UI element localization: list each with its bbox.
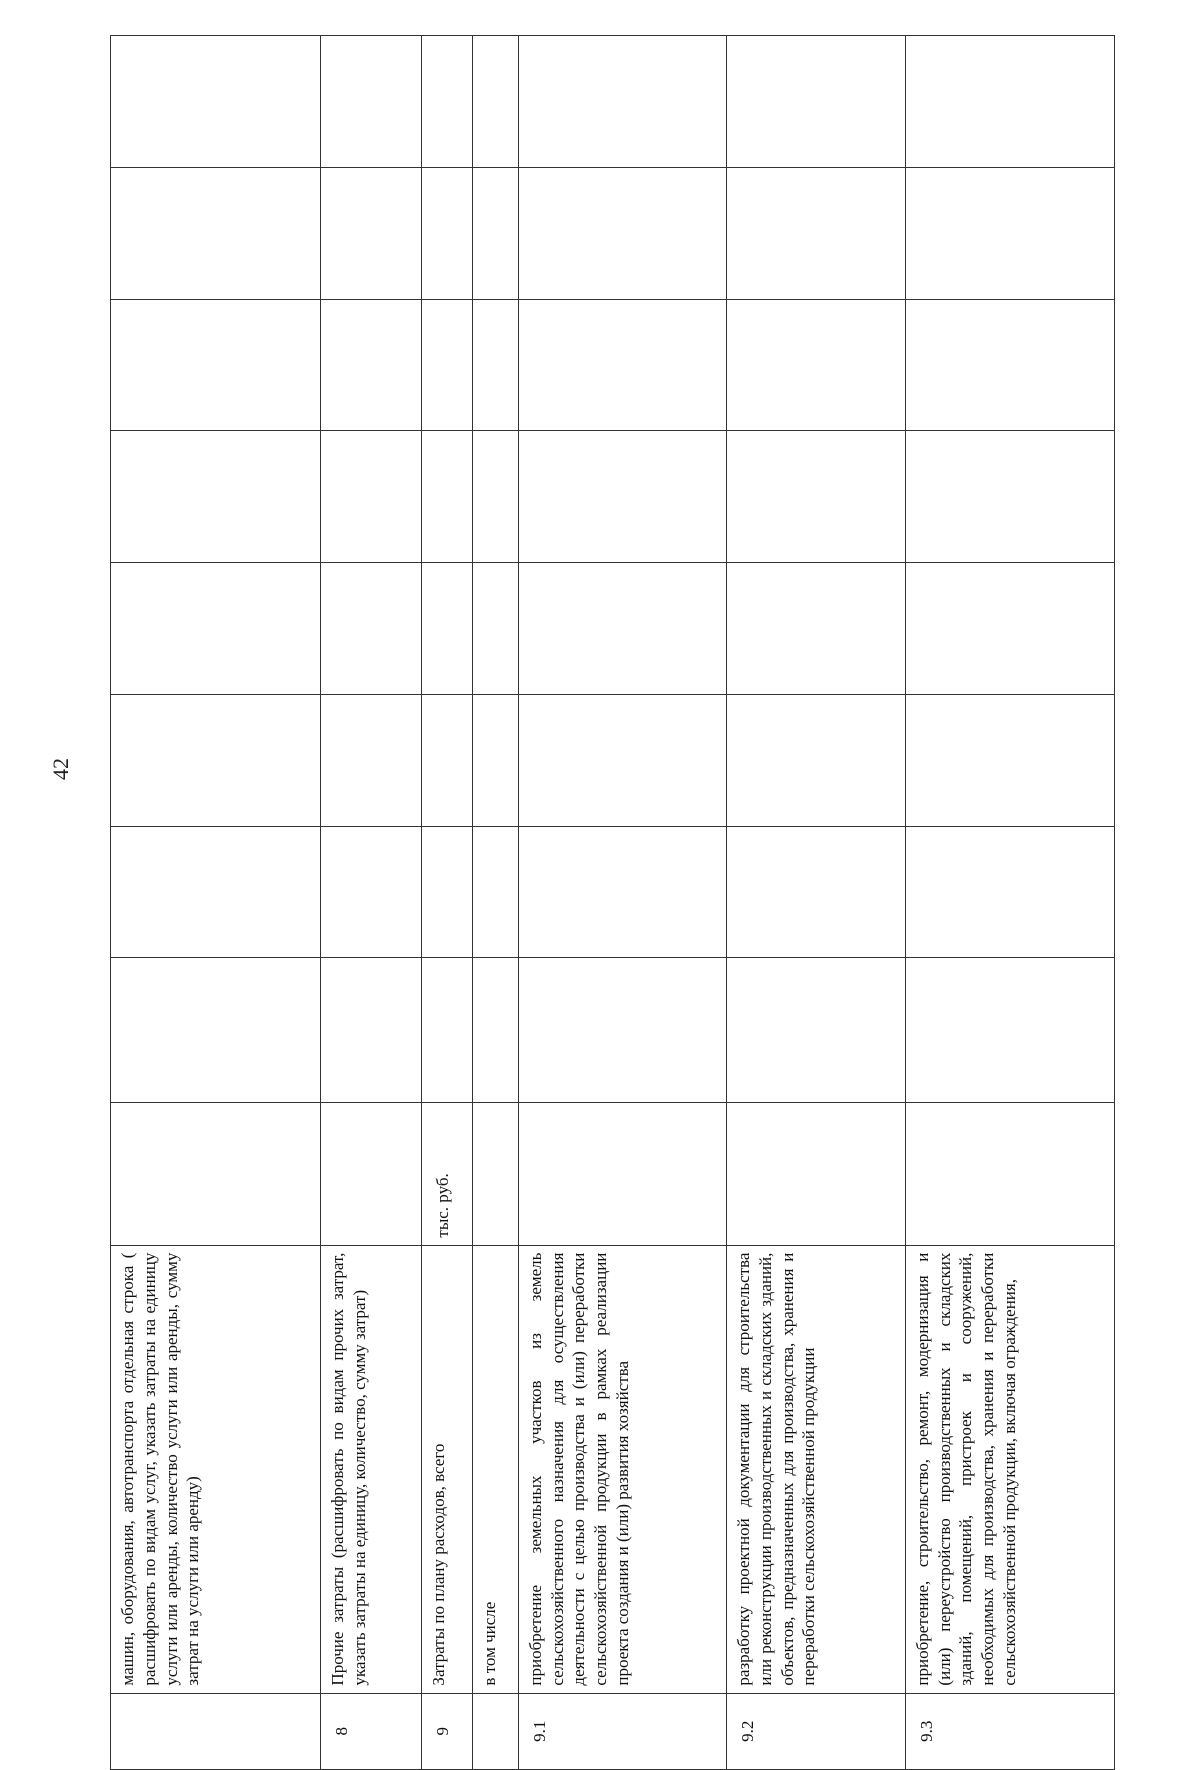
value-cell (905, 299, 1114, 431)
value-cell (111, 958, 321, 1103)
row-number: 9.1 (518, 1693, 726, 1769)
row-description: приобретение земельных участков из земель сельскохозяйственного назначения для осуществления деятельности с целью производства и (или) переработки сельскохозяйственной продукции в рамках реализации проекта создания и (или) развития хозяйства (518, 1245, 726, 1693)
expense-plan-table (110, 35, 1115, 1770)
value-cell (422, 958, 472, 1103)
value-cell (905, 167, 1114, 299)
row-description: приобретение, строительство, ремонт, модернизация и (или) переустройство производственных и складских зданий, помещений, пристроек и сооружений, необходимых для производства, хранения и переработки сельскохозяйственной продукции, включая ограждения, (905, 1245, 1114, 1693)
value-cell (518, 431, 726, 563)
value-cell (472, 299, 518, 431)
value-cell (518, 563, 726, 695)
value-cell (518, 167, 726, 299)
value-cell (111, 36, 321, 168)
value-cell (321, 299, 422, 431)
value-cell (518, 694, 726, 826)
row-unit (905, 1103, 1114, 1245)
value-cell (472, 431, 518, 563)
row-number (111, 1693, 321, 1769)
table-row (518, 36, 726, 1770)
table-row (321, 36, 422, 1770)
row-unit (518, 1103, 726, 1245)
page-number: 42 (48, 758, 73, 780)
value-cell (727, 36, 906, 168)
value-cell (111, 826, 321, 958)
row-description: разработку проектной документации для строительства или реконструкции производственных и складских зданий, объектов, предназначенных для производства, хранения и переработки сельскохозяйственной продукции (727, 1245, 906, 1693)
value-cell (905, 826, 1114, 958)
value-cell (321, 694, 422, 826)
row-number: 9.3 (905, 1693, 1114, 1769)
row-number (472, 1693, 518, 1769)
value-cell (727, 563, 906, 695)
row-number: 9 (422, 1693, 472, 1769)
value-cell (321, 36, 422, 168)
table-row (727, 36, 906, 1770)
value-cell (472, 958, 518, 1103)
value-cell (905, 36, 1114, 168)
value-cell (422, 694, 472, 826)
row-unit (321, 1103, 422, 1245)
row-description: Затраты по плану расходов, всего (422, 1245, 472, 1693)
value-cell (727, 431, 906, 563)
value-cell (321, 167, 422, 299)
row-number: 9.2 (727, 1693, 906, 1769)
value-cell (422, 826, 472, 958)
value-cell (472, 826, 518, 958)
table-row (472, 36, 518, 1770)
value-cell (472, 563, 518, 695)
value-cell (422, 167, 472, 299)
table-row (422, 36, 472, 1770)
row-unit (111, 1103, 321, 1245)
value-cell (727, 958, 906, 1103)
value-cell (727, 167, 906, 299)
value-cell (518, 958, 726, 1103)
value-cell (518, 36, 726, 168)
value-cell (518, 826, 726, 958)
value-cell (727, 299, 906, 431)
value-cell (111, 694, 321, 826)
value-cell (905, 431, 1114, 563)
value-cell (111, 431, 321, 563)
row-number: 8 (321, 1693, 422, 1769)
value-cell (518, 299, 726, 431)
value-cell (111, 563, 321, 695)
row-unit: тыс. руб. (422, 1103, 472, 1245)
value-cell (111, 167, 321, 299)
value-cell (727, 826, 906, 958)
value-cell (472, 36, 518, 168)
value-cell (905, 563, 1114, 695)
value-cell (321, 958, 422, 1103)
value-cell (472, 694, 518, 826)
table-row (111, 36, 321, 1770)
value-cell (321, 826, 422, 958)
row-description: машин, оборудования, автотранспорта отдельная строка ( расшифровать по видам услуг, указать затраты на единицу услуги или аренды, количество услуги или аренды, сумму затрат на услуги или аренду) (111, 1245, 321, 1693)
row-unit (727, 1103, 906, 1245)
value-cell (905, 958, 1114, 1103)
table-row (905, 36, 1114, 1770)
value-cell (472, 167, 518, 299)
value-cell (321, 431, 422, 563)
value-cell (422, 299, 472, 431)
row-description: Прочие затраты (расшифровать по видам прочих затрат, указать затраты на единицу, количество, сумму затрат) (321, 1245, 422, 1693)
value-cell (422, 431, 472, 563)
row-description: в том числе (472, 1245, 518, 1693)
value-cell (727, 694, 906, 826)
value-cell (422, 563, 472, 695)
rotated-table-container (110, 35, 1115, 1770)
value-cell (321, 563, 422, 695)
row-unit (472, 1103, 518, 1245)
value-cell (422, 36, 472, 168)
value-cell (905, 694, 1114, 826)
value-cell (111, 299, 321, 431)
